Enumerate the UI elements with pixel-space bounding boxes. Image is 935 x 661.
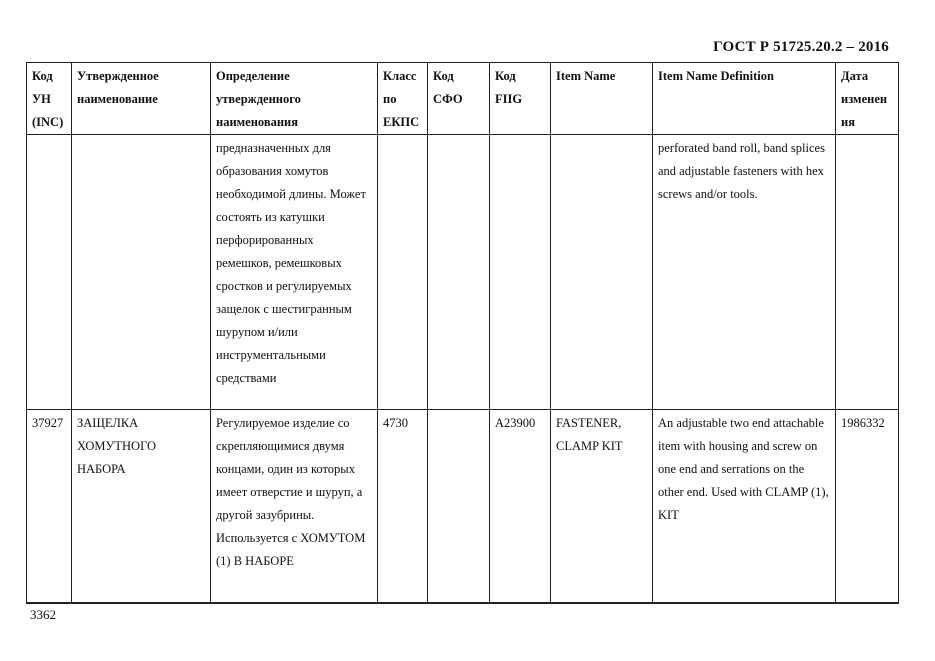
- document-code: ГОСТ Р 51725.20.2 – 2016: [713, 39, 889, 55]
- page-number: 3362: [30, 607, 56, 622]
- header-item-name: Item Name: [551, 63, 653, 135]
- cell-code-fiig: A23900: [490, 410, 551, 604]
- cell-code-un: 37927: [27, 410, 72, 604]
- cell-class-ekps: [378, 135, 428, 410]
- cell-code-sfo: [428, 410, 490, 604]
- table-row: [27, 410, 899, 604]
- cell-item-name-definition: An adjustable two end attachable item with housing and screw on one end and serrations on the other end. Used with CLAMP (1), KIT: [653, 410, 836, 604]
- header-code-un: Код УН (INC): [27, 63, 72, 135]
- cell-item-name: [551, 135, 653, 410]
- header-item-name-definition: Item Name Definition: [653, 63, 836, 135]
- cell-approved-name: [72, 135, 211, 410]
- cell-date-changed: 1986332: [836, 410, 899, 604]
- table-row: [27, 135, 899, 410]
- cell-code-fiig: [490, 135, 551, 410]
- cell-item-name: FASTENER, CLAMP KIT: [551, 410, 653, 604]
- catalog-table: [26, 62, 899, 604]
- header-code-fiig: Код FIIG: [490, 63, 551, 135]
- cell-item-name-definition: perforated band roll, band splices and adjustable fasteners with hex screws and/or tools.: [653, 135, 836, 410]
- cell-definition: Регулируемое изделие со скрепляющимися двумя концами, один из которых имеет отверстие и шуруп, а другой зазубрины. Используется с ХОМУТОМ (1) В НАБОРЕ: [211, 410, 378, 604]
- header-approved-name: Утвержденное наименование: [72, 63, 211, 135]
- cell-code-sfo: [428, 135, 490, 410]
- table-header-row: [27, 63, 899, 135]
- header-code-sfo: Код СФО: [428, 63, 490, 135]
- header-definition: Определение утвержденного наименования: [211, 63, 378, 135]
- cell-definition: предназначенных для образования хомутов необходимой длины. Может состоять из катушки перфорированных ремешков, ремешковых сростков и регулируемых защелок с шестигранным шурупом и/или инструментальными средствами: [211, 135, 378, 410]
- header-date-changed: Дата изменен ия: [836, 63, 899, 135]
- cell-approved-name: ЗАЩЕЛКА ХОМУТНОГО НАБОРА: [72, 410, 211, 604]
- cell-date-changed: [836, 135, 899, 410]
- header-class-ekps: Класс по ЕКПС: [378, 63, 428, 135]
- cell-class-ekps: 4730: [378, 410, 428, 604]
- cell-code-un: [27, 135, 72, 410]
